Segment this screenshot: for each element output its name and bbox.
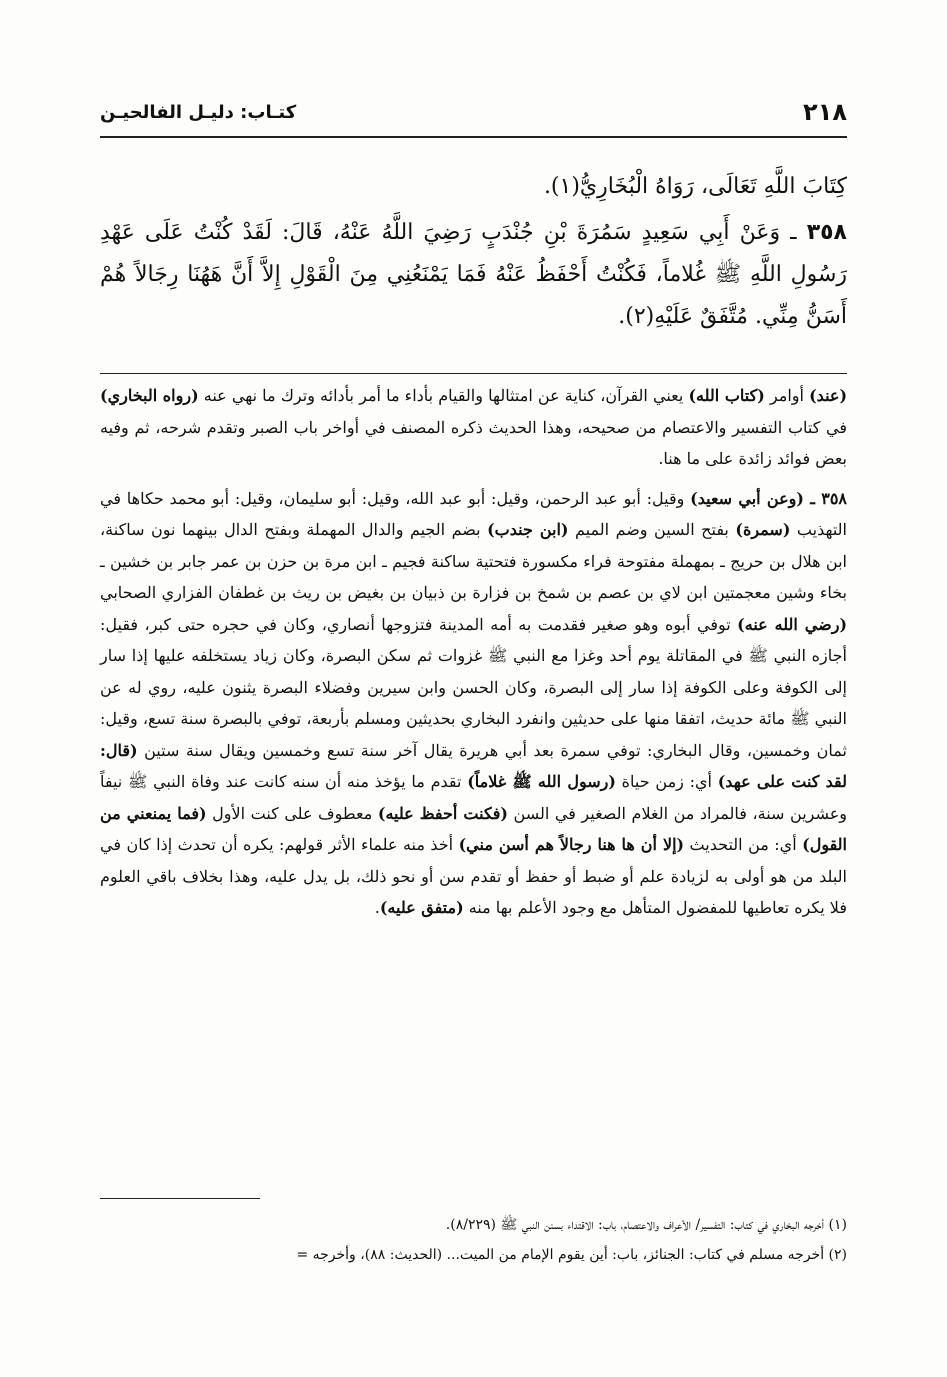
term: (كتاب الله) (688, 386, 765, 405)
explanation: في كتاب التفسير والاعتصام من صحيحه، وهذا الحديث ذكره المصنف في أواخر باب الصبر وتقدم شرحه، ثم وفيه بعض فوائد زائدة على ما هنا. (100, 417, 847, 468)
explanation: يعني القرآن، كناية عن امتثالها والقيام بأداء ما أمر بأدائه وترك ما نهي عنه (198, 386, 689, 405)
term: (فما يمنعني من القول) (100, 803, 847, 854)
explanation: معطوف على كنت الأول (206, 803, 378, 823)
commentary-divider (100, 373, 847, 374)
term: (قال: لقد كنت على عهد) (100, 740, 847, 791)
hadith-section (100, 166, 847, 342)
explanation: . (374, 898, 380, 917)
explanation: أي: من التحديث (684, 835, 803, 854)
term: (إلا أن ها هنا رجالاً هم أسن مني) (458, 835, 685, 854)
footnote-divider (100, 1198, 260, 1199)
hadith-paragraph (100, 212, 847, 338)
explanation: توفي أبوه وهو صغير فقدمت به أمه المدينة فتزوجها أنصاري، وكان في حجره حتى كبر، فقيل: أجازه النبي ﷺ في المقاتلة يوم أحد وغزا مع النبي ﷺ غزوات ثم سكن البصرة، وكان زياد يستخلفه عليها إذا سار إلى الكوفة وعلى الكوفة إذا سار إلى البصرة، وكان الحسن وابن سيرين وفضلاء البصرة يثنون عليه، روي له عن النبي ﷺ مائة حديث، اتفقا منها على حديثين وانفرد البخاري بحديثين ومسلم بأربعة، توفي بالبصرة سنة تسع، وقيل: ثمان وخمسين، وقال البخاري: توفي سمرة بعد أبي هريرة يقال آخر سنة تسع وخمسين ويقال سنة ستين (100, 614, 848, 760)
term: (رضي الله عنه) (737, 614, 848, 634)
commentary-section (100, 380, 847, 932)
commentary-paragraph-2 (100, 483, 847, 924)
intro-line: كِتَابَ اللَّهِ تَعَالَى، رَوَاهُ الْبُخَارِيُّ(١). (543, 174, 847, 199)
explanation: أي: زمن حياة (615, 772, 718, 791)
explanation: وقيل: أبو عبد الرحمن، وقيل: أبو عبد الله، وقيل: أبو سليمان، وقيل: أبو محمد حكاها في التهذيب (100, 488, 848, 539)
term: (رسول الله ﷺ غلاماً) (467, 772, 616, 791)
term: (عند) (809, 386, 848, 405)
term: (سمرة) (735, 520, 791, 539)
commentary-paragraph-1 (100, 380, 847, 475)
term: (رواه البخاري) (100, 386, 199, 405)
term: (فكنت أحفظ عليه) (377, 803, 508, 823)
page-header (100, 96, 847, 138)
explanation: أخذ منه علماء الأثر قولهم: يكره أن تحدث إذا كان في البلد من هو أولى به لزيادة علم أو ضبط أو حفظ أو تقدم سن أو نحو ذلك، بل يدل عليه، وهذا بخلاف باقي العلوم فلا يكره تعاطيها للمفضول المتأهل مع وجود الأعلم بها منه (100, 835, 847, 917)
hadith-number: ٣٥٨ (806, 220, 847, 245)
footnote-2: (٢) أخرجه مسلم في كتاب: الجنائز، باب: أين يقوم الإمام من الميت... (الحديث: ٨٨)، وأخرجه = (296, 1247, 847, 1263)
book-title: كتـاب: دليـل الفالحيـن (100, 102, 297, 123)
explanation: بفتح السين وضم الميم (568, 520, 736, 539)
explanation: أوامر (764, 386, 810, 405)
explanation: تقدم ما يؤخذ منه أن سنه كانت عند وفاة النبي ﷺ نيفاً وعشرين سنة، فالمراد من الغلام الصغير في السن (100, 772, 848, 823)
term: (ابن جندب) (487, 520, 569, 539)
term: (متفق عليه) (379, 898, 464, 917)
footnotes (100, 1210, 847, 1270)
hadith-text: ـ وَعَنْ أَبِي سَعِيدٍ سَمُرَةَ بْنِ جُنْدَبٍ رَضِيَ اللَّهُ عَنْهُ، قَالَ: لَقَدْ كُنْتُ عَلَى عَهْدِ رَسُولِ اللَّهِ ﷺ غُلاماً، فَكُنْتُ أَحْفَظُ عَنْهُ فَمَا يَمْنَعُنِي مِنَ الْقَوْلِ إِلاَّ أَنَّ هَهُنَا رِجَالاً هُمْ أَسَنُّ مِنِّي. مُتَّفَقٌ عَلَيْهِ(٢). (100, 220, 847, 329)
footnote-1: (١) أخرجه البخاري في كتاب: التفسير/ الأعراف والاعتصام، باب: الاقتداء بسنن النبي ﷺ (٨/٢٢٩). (445, 1217, 847, 1233)
page-number: ٢١٨ (803, 98, 847, 126)
term: ٣٥٨ ـ (وعن أبي سعيد) (690, 488, 847, 508)
explanation: بضم الجيم والدال المهملة وبفتح الدال بينهما نون ساكنة، ابن هلال بن حريج ـ بمهملة مفتوحة فراء مكسورة فتحتية ساكنة فجيم ـ ابن مرة بن حزن بن عمر جابر بن خشين ـ بخاء وشين معجمتين ابن لاي بن عصم بن شمخ بن فزارة بن ذبيان بن بغيض بن ريث بن غطفان الفزاري الصحابي (100, 520, 848, 602)
